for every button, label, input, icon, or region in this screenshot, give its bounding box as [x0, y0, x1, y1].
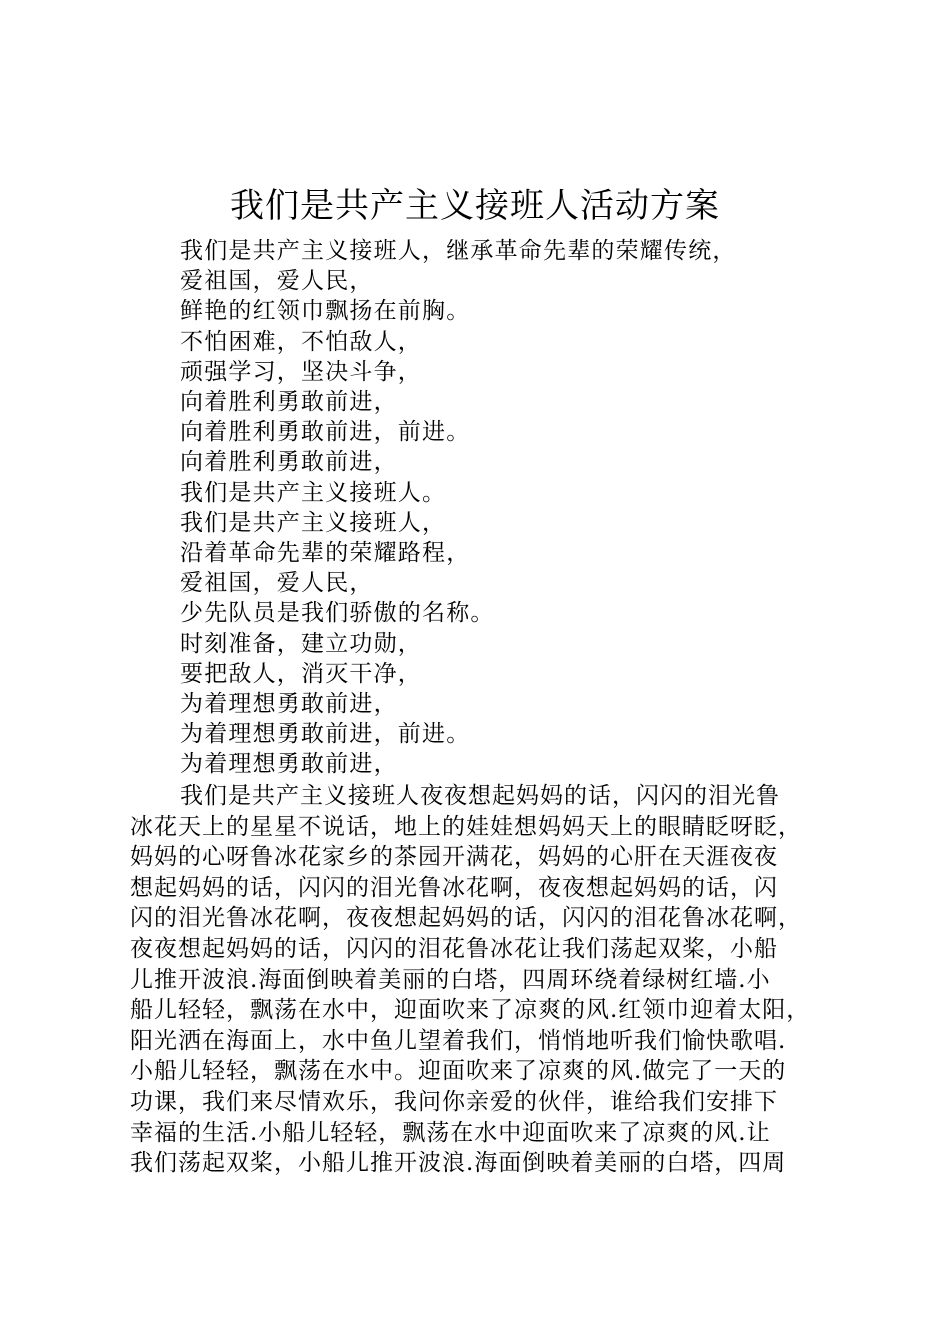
verse-line: 为着理想勇敢前进，前进。	[180, 721, 471, 748]
verse-line: 沿着革命先辈的荣耀路程，	[180, 540, 471, 567]
verse-line: 顽强学习，坚决斗争，	[180, 358, 422, 385]
prose-line: 功课，我们来尽情欢乐，我问你亲爱的伙伴，谁给我们安排下	[130, 1088, 778, 1115]
verse-line: 不怕困难，不怕敌人，	[180, 328, 422, 355]
verse-line: 向着胜利勇敢前进，	[180, 449, 398, 476]
verse-line: 鲜艳的红领巾飘扬在前胸。	[180, 298, 471, 325]
prose-line: 夜夜想起妈妈的话，闪闪的泪花鲁冰花让我们荡起双桨，小船	[130, 935, 778, 962]
prose-line: 我们是共产主义接班人夜夜想起妈妈的话，闪闪的泪光鲁	[180, 783, 780, 809]
verse-line: 为着理想勇敢前进，	[180, 691, 398, 718]
prose-line: 想起妈妈的话，闪闪的泪光鲁冰花啊，夜夜想起妈妈的话，闪	[130, 874, 778, 901]
verse-line: 向着胜利勇敢前进，	[180, 389, 398, 416]
prose-line: 船儿轻轻，飘荡在水中，迎面吹来了凉爽的风.红领巾迎着太阳，	[130, 997, 811, 1024]
verse-line: 时刻准备，建立功勋，	[180, 630, 422, 657]
prose-line: 闪的泪光鲁冰花啊，夜夜想起妈妈的话，闪闪的泪花鲁冰花啊，	[130, 905, 802, 932]
verse-line: 爱祖国，爱人民，	[180, 268, 374, 295]
prose-line: 妈妈的心呀鲁冰花家乡的茶园开满花，妈妈的心肝在天涯夜夜	[130, 844, 778, 871]
prose-line: 儿推开波浪.海面倒映着美丽的白塔，四周环绕着绿树红墙.小	[130, 966, 771, 993]
verse-line: 我们是共产主义接班人，	[180, 509, 447, 536]
verse-line: 向着胜利勇敢前进，前进。	[180, 419, 471, 446]
verse-line: 要把敌人，消灭干净，	[180, 660, 422, 687]
prose-line: 冰花天上的星星不说话，地上的娃娃想妈妈天上的眼睛眨呀眨，	[130, 813, 802, 840]
prose-paragraph	[130, 781, 850, 1179]
prose-line: 我们荡起双桨，小船儿推开波浪.海面倒映着美丽的白塔，四周	[130, 1150, 787, 1177]
prose-line: 阳光洒在海面上，水中鱼儿望着我们，悄悄地听我们愉快歌唱.	[130, 1027, 787, 1054]
verse-line: 爱祖国，爱人民，	[180, 570, 374, 597]
verse-line: 为着理想勇敢前进，	[180, 751, 398, 778]
verse-line: 我们是共产主义接班人，继承革命先辈的荣耀传统，	[180, 238, 737, 264]
verse-line: 少先队员是我们骄傲的名称。	[180, 600, 495, 627]
song-verses	[180, 236, 880, 780]
document-title: 我们是共产主义接班人活动方案	[230, 186, 720, 226]
prose-line: 小船儿轻轻，飘荡在水中。迎面吹来了凉爽的风.做完了一天的	[130, 1058, 787, 1085]
prose-line: 幸福的生活.小船儿轻轻，飘荡在水中迎面吹来了凉爽的风.让	[130, 1119, 771, 1146]
verse-line: 我们是共产主义接班人。	[180, 479, 447, 506]
